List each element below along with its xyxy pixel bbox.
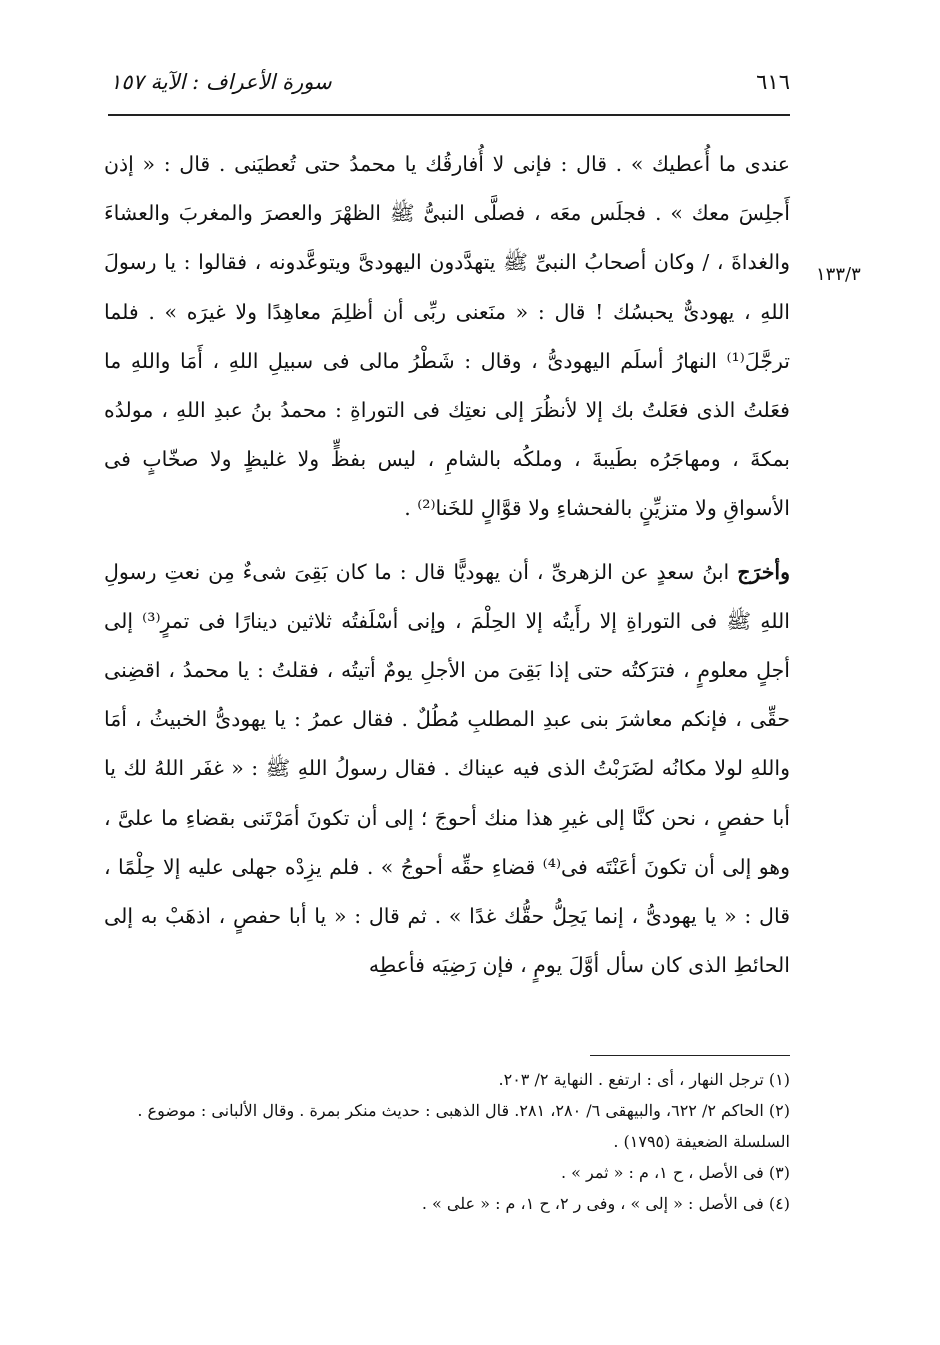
footnote-1: (١) ترجل النهار ، أى : ارتفع . النهاية ٢/ ٢٠٣. xyxy=(498,1070,790,1089)
footnote-4: (٤) فى الأصل : « إلى » ، وفى ر ٢، ح ١، م : « على » . xyxy=(421,1194,790,1213)
footnote-3: (٣) فى الأصل ، ح ١، م : « ثمر » . xyxy=(560,1163,790,1182)
paragraph-2-text: ابنُ سعدٍ عن الزهرىِّ ، أن يهوديًّا قال : ما كان بَقِىَ شىءٌ مِن نعتِ رسولِ اللهِ ﷺ فى التوراةِ إلا رأَيتُه إلا الحِلْمَ ، وإنى أسْلَفتُه ثلاثين دينارًا فى تمرٍ⁽³⁾ إلى أجلٍ معلومٍ ، فترَكتُه حتى إذا بَقِىَ من الأجلِ يومٌ أتيتُه ، فقلتُ : يا محمدُ ، اقضِنى حقِّى ، فإنكم معاشرَ بنى عبدِ المطلبِ مُطُلٌ . فقال عمرُ : يا يهودىُّ الخبيثُ ، أمَا واللهِ لولا مكانُه لضَرَبْتُ الذى فيه عيناك . فقال رسولُ اللهِ ﷺ : « غفَر اللهُ لك يا أبا حفصٍ ، نحن كنَّا إلى غيرِ هذا منك أحوجَ ؛ إلى أن تكونَ أمَرْتَنى بقضاءِ ما علىَّ ، وهو إلى أن تكونَ أعَنْتَه فى⁽⁴⁾ قضاءِ حقِّه أحوجُ » . فلم يزِدْه جهلى عليه إلا حِلْمًا ، قال : « يا يهودىُّ ، إنما يَحِلُّ حقُّك غدًا » . ثم قال : « يا أبا حفصٍ ، اذهَبْ به إلى الحائطِ الذى كان سأل أوَّلَ يومٍ ، فإن رَضِيَه فأعطِه xyxy=(104,559,791,978)
paragraph-1-text: عندى ما أُعطيك » . قال : فإنى لا أُفارقُك يا محمدُ حتى تُعطيَنى . قال : « إذن أَجلِسَ معك » . فجلَس معَه ، فصلَّى النبىُّ ﷺ الظهْرَ والعصرَ والمغربَ والعشاءَ والغداةَ ، / وكان أصحابُ النبىِّ ﷺ يتهدَّدون اليهودىَّ ويتوعَّدونه ، فقالوا : يا رسولَ اللهِ ، يهودىٌّ يحبسُك ! قال : « منَعنى ربِّى أن أظلِمَ معاهِدًا ولا غيرَه » . فلما ترجَّلَ⁽¹⁾ النهارُ أسلَم اليهودىُّ ، وقال : شَطْرُ مالى فى سبيلِ اللهِ ، أَمَا واللهِ ما فعَلتُ الذى فعَلتُ بك إلا لأنظُرَ إلى نعتِك فى التوراةِ : محمدُ بنُ عبدِ اللهِ ، مولدُه بمكةَ ، ومهاجَرُه بطَيبةَ ، وملكُه بالشامِ ، ليس بفظٍّ ولا غليظٍ ولا صخّابٍ فى الأسواقِ ولا متزيِّنٍ بالفحشاءِ ولا قوَّالٍ للخَنا⁽²⁾ . xyxy=(104,152,790,521)
footnote-2: (٢) الحاكم ٢/ ٦٢٢، والبيهقى ٦/ ٢٨٠، ٢٨١. قال الذهبى : حديث منكر بمرة . وقال الألبانى : موضوع . السلسلة الضعيفة (١٧٩٥) . xyxy=(137,1101,790,1151)
footnotes xyxy=(104,1064,790,1219)
header-rule xyxy=(108,114,790,116)
paragraph-1 xyxy=(104,140,790,534)
paragraph-2 xyxy=(104,548,790,991)
footnote-rule xyxy=(590,1055,790,1056)
running-title: سورة الأعراف : الآية ١٥٧ xyxy=(110,70,332,94)
page-header xyxy=(110,64,790,100)
paragraph-2-lead: وأخرَج xyxy=(737,559,790,584)
margin-volume-page-note: ١٣٣/٣ xyxy=(816,264,861,285)
page-number: ٦١٦ xyxy=(756,70,790,94)
main-text xyxy=(104,140,790,990)
